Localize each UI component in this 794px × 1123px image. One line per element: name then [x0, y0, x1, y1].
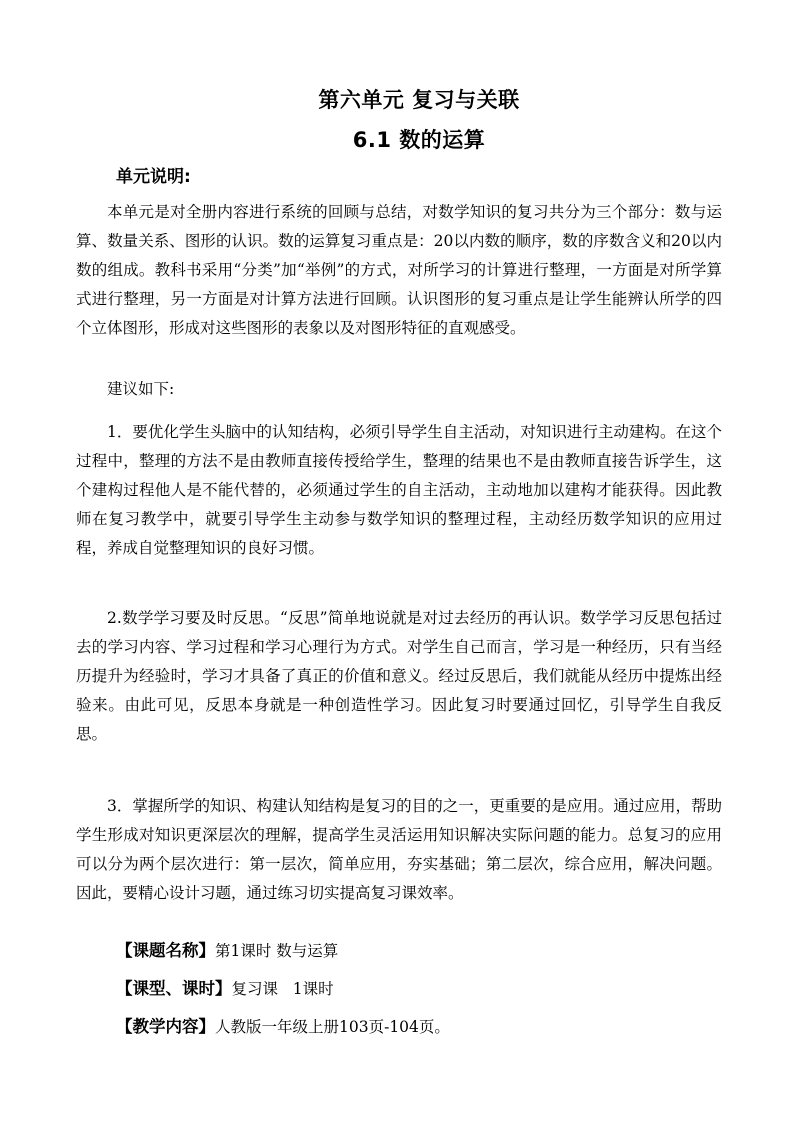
suggestion-item-2: 2.数学学习要及时反思。“反思”简单地说就是对过去经历的再认识。数学学习反思包括过去的学习内容、学习过程和学习心理行为方式。对学生自己而言，学习是一种经历，只有当经历提升为经验时，学习才具备了真正的价值和意义。经过反思后，我们就能从经历中提炼出经验来。由此可见，反思本身就是一种创造性学习。因此复习时要通过回忆，引导学生自我反思。	[76, 609, 722, 743]
lesson-content-value: 人教版一年级上册103页-104页。	[215, 1018, 450, 1036]
lesson-content-line	[116, 1015, 450, 1039]
lesson-type-line	[116, 977, 334, 1001]
lesson-name-value: 第1课时 数与运算	[215, 942, 339, 960]
lesson-name-label: 【课题名称】	[116, 941, 215, 960]
section-heading: 单元说明:	[116, 167, 191, 187]
lesson-type-value: 复习课 1课时	[231, 980, 334, 998]
lesson-name-line	[116, 939, 338, 963]
suggestion-item-1: 1．要优化学生头脑中的认知结构，必须引导学生自主活动，对知识进行主动建构。在这个过程中，整理的方法不是由教师直接传授给学生，整理的结果也不是由教师直接告诉学生，这个建构过程他人是不能代替的，必须通过学生的自主活动，主动地加以建构才能获得。因此教师在复习教学中，就要引导学生主动参与数学知识的整理过程，主动经历数学知识的应用过程，养成自觉整理知识的良好习惯。	[76, 423, 722, 557]
page-subtitle: 6.1 数的运算	[352, 128, 486, 152]
intro-paragraph: 本单元是对全册内容进行系统的回顾与总结，对数学知识的复习共分为三个部分：数与运算、数量关系、图形的认识。数的运算复习重点是：20以内数的顺序，数的序数含义和20以内数的组成。教科书采用“分类”加“举例”的方式，对所学习的计算进行整理，一方面是对所学算式进行整理，另一方面是对计算方法进行回顾。认识图形的复习重点是让学生能辨认所学的四个立体图形，形成对这些图形的表象以及对图形特征的直观感受。	[76, 203, 722, 337]
lesson-content-label: 【教学内容】	[116, 1017, 215, 1036]
page-title: 第六单元 复习与关联	[318, 88, 520, 112]
suggestion-item-3: 3．掌握所学的知识、构建认知结构是复习的目的之一，更重要的是应用。通过应用，帮助学生形成对知识更深层次的理解，提高学生灵活运用知识解决实际问题的能力。总复习的应用可以分为两个层次进行：第一层次，简单应用，夯实基础；第二层次，综合应用，解决问题。因此，要精心设计习题，通过练习切实提高复习课效率。	[76, 797, 722, 902]
lesson-type-label: 【课型、课时】	[116, 979, 232, 998]
suggestions-label: 建议如下:	[107, 380, 175, 398]
